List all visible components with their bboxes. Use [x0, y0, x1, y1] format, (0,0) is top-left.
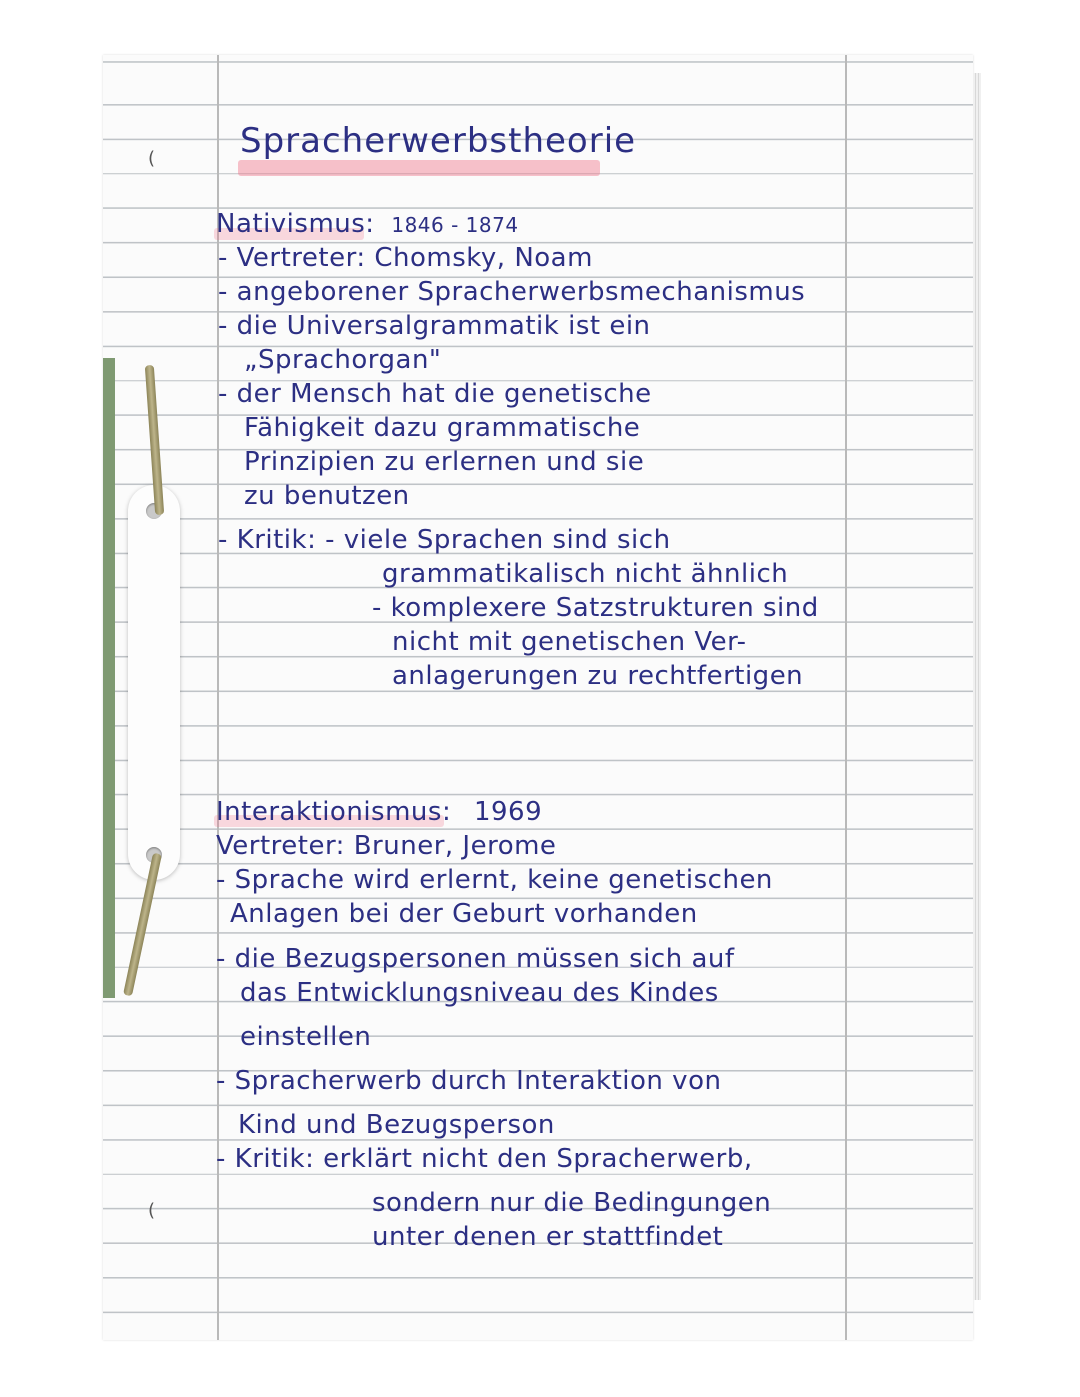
note-line: Fähigkeit dazu grammatische — [244, 413, 641, 443]
punch-hole-top: ( — [148, 148, 156, 169]
note-line: zu benutzen — [244, 481, 410, 511]
note-line: - komplexere Satzstrukturen sind — [372, 593, 819, 623]
page-title: Spracherwerbstheorie — [240, 121, 637, 161]
folder-cover — [103, 358, 115, 998]
note-line: - Kritik: - viele Sprachen sind sich — [218, 525, 671, 555]
section-title: Interaktionismus: — [216, 797, 452, 827]
note-line: „Sprachorgan" — [244, 345, 442, 375]
note-line: unter denen er stattfindet — [372, 1222, 724, 1252]
note-line: - Vertreter: Chomsky, Noam — [218, 243, 593, 273]
note-line: - der Mensch hat die genetische — [218, 379, 652, 409]
punch-hole-bottom: ( — [148, 1200, 156, 1221]
note-line: nicht mit genetischen Ver- — [392, 627, 747, 657]
note-line: - die Universalgrammatik ist ein — [218, 311, 651, 341]
note-line: - Kritik: erklärt nicht den Spracherwerb, — [216, 1144, 753, 1174]
stacked-page-edges — [973, 73, 981, 1300]
note-line: anlagerungen zu rechtfertigen — [392, 661, 804, 691]
note-line: das Entwicklungsniveau des Kindes — [240, 978, 719, 1008]
note-line: grammatikalisch nicht ähnlich — [382, 559, 789, 589]
note-line: - die Bezugspersonen müssen sich auf — [216, 944, 735, 974]
note-line: einstellen — [240, 1022, 372, 1052]
section-years: 1846 - 1874 — [391, 213, 519, 237]
note-line: Kind und Bezugsperson — [238, 1110, 555, 1140]
binder-strip — [128, 485, 180, 880]
section-years: 1969 — [473, 797, 543, 827]
section-heading — [216, 795, 542, 829]
note-line: - Spracherwerb durch Interaktion von — [216, 1066, 722, 1096]
section-title: Nativismus: — [216, 209, 375, 239]
note-line: Prinzipien zu erlernen und sie — [244, 447, 645, 477]
note-line: Vertreter: Bruner, Jerome — [216, 831, 557, 861]
note-line: Anlagen bei der Geburt vorhanden — [230, 899, 698, 929]
note-line: - angeborener Spracherwerbsmechanismus — [218, 277, 806, 307]
title-highlight — [238, 160, 600, 176]
right-margin-line — [845, 55, 847, 1340]
note-line: - Sprache wird erlernt, keine genetischen — [216, 865, 773, 895]
note-line: sondern nur die Bedingungen — [372, 1188, 772, 1218]
section-heading — [216, 207, 519, 242]
